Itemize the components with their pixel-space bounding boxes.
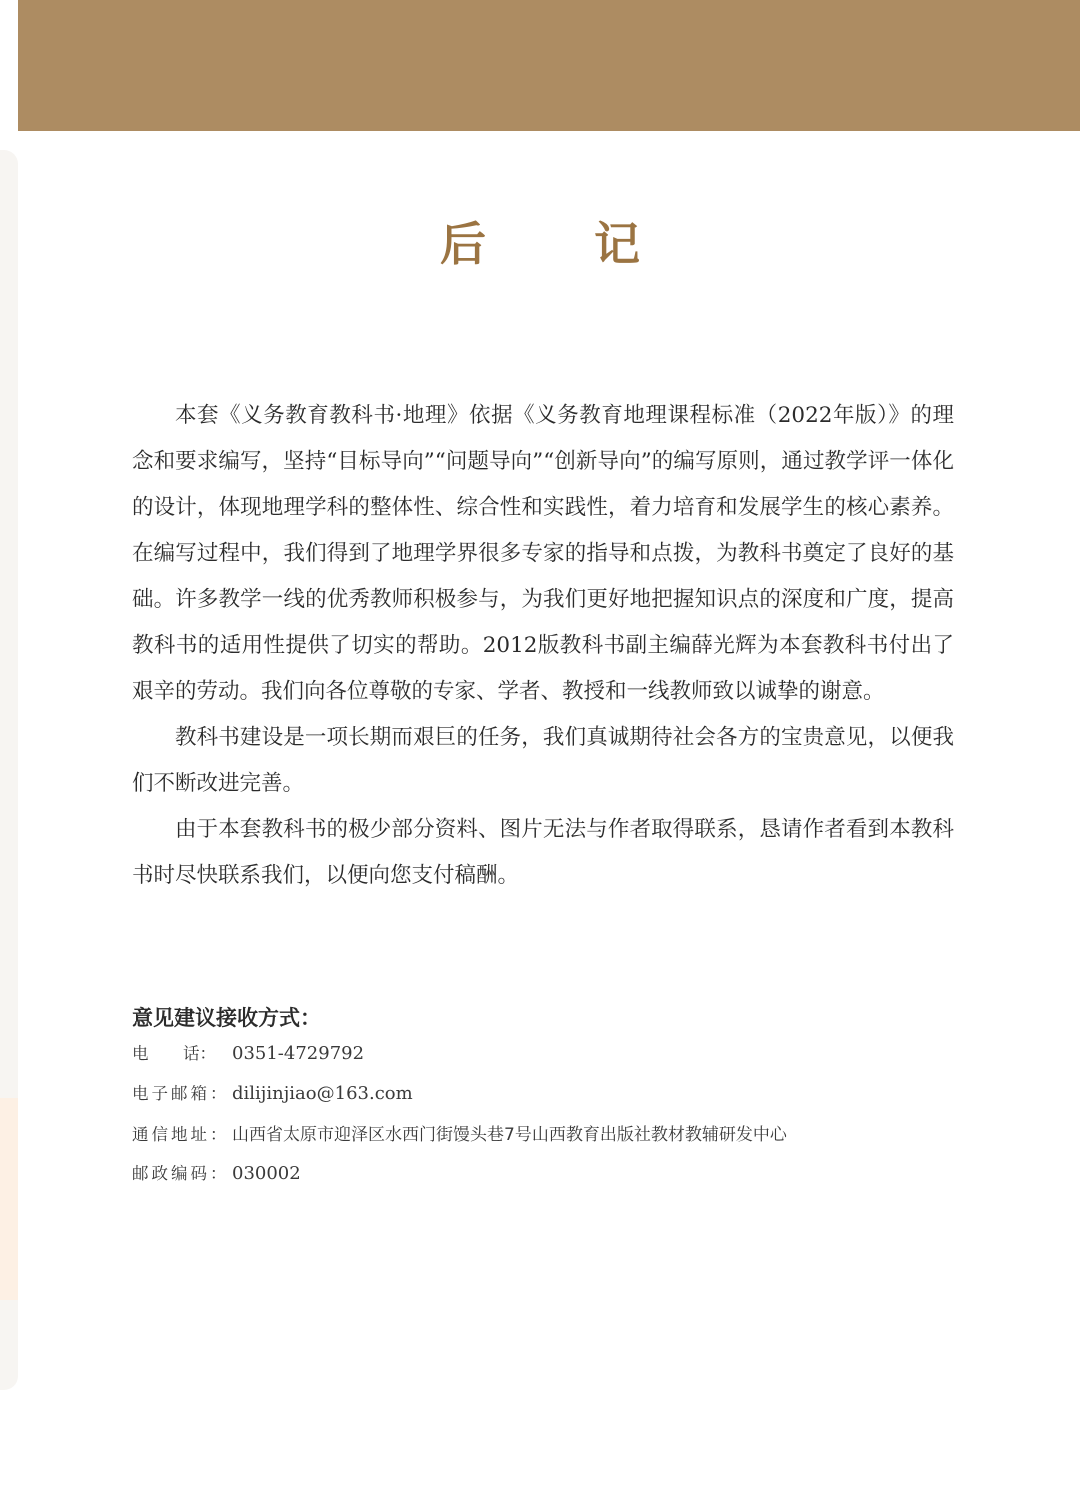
postcode: 030002 xyxy=(232,1163,301,1184)
contact-postcode-row xyxy=(132,1160,972,1200)
page-edge-tint xyxy=(0,1098,18,1300)
contact-phone-row xyxy=(132,1040,972,1080)
paragraph: 教科书建设是一项长期而艰巨的任务，我们真诚期待社会各方的宝贵意见，以便我们不断改进完善。 xyxy=(132,725,954,796)
paragraph: 本套《义务教育教科书·地理》依据《义务教育地理课程标准（2022年版）》的理念和要求编写，坚持“目标导向”“问题导向”“创新导向”的编写原则，通过教学评一体化的设计，体现地理学科的整体性、综合性和实践性，着力培育和发展学生的核心素养。在编写过程中，我们得到了地理学界很多专家的指导和点拨，为教科书奠定了良好的基础。许多教学一线的优秀教师积极参与，为我们更好地把握知识点的深度和广度，提高教科书的适用性提供了切实的帮助。2012版教科书副主编薛光辉为本套教科书付出了艰辛的劳动。我们向各位尊敬的专家、学者、教授和一线教师致以诚挚的谢意。 xyxy=(132,403,954,704)
contact-address-row xyxy=(132,1120,972,1160)
postscript-body xyxy=(132,393,954,899)
email-label: 电子邮箱： xyxy=(132,1084,230,1103)
phone-label-part: 电 xyxy=(132,1044,149,1063)
contact-heading: 意见建议接收方式： xyxy=(132,1006,321,1030)
contact-email-row xyxy=(132,1080,972,1120)
header-band xyxy=(18,0,1080,131)
phone-label xyxy=(132,1040,218,1064)
postcode-label: 邮政编码： xyxy=(132,1164,230,1183)
contact-section xyxy=(132,1000,972,1200)
phone-label-part: 话： xyxy=(183,1044,216,1063)
address-label: 通信地址： xyxy=(132,1125,230,1144)
paragraph: 由于本套教科书的极少部分资料、图片无法与作者取得联系，恳请作者看到本教科书时尽快联系我们，以便向您支付稿酬。 xyxy=(132,817,954,888)
phone-number: 0351-4729792 xyxy=(232,1043,365,1064)
postal-address: 山西省太原市迎泽区水西门街馒头巷7号山西教育出版社教材教辅研发中心 xyxy=(232,1125,787,1145)
page-title: 后 记 xyxy=(439,217,686,271)
email-address: dilijinjiao@163.com xyxy=(232,1083,413,1104)
